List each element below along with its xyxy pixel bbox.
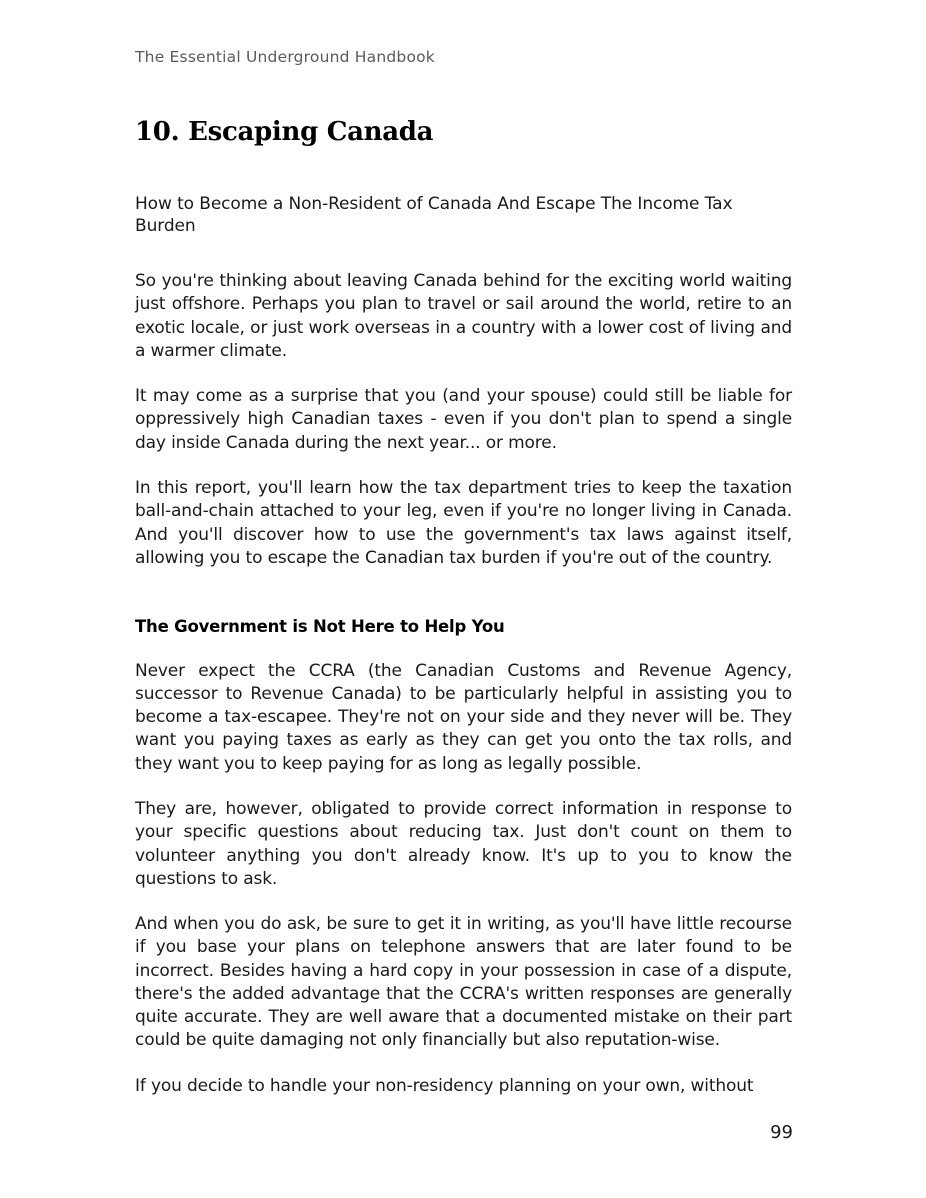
chapter-subtitle: How to Become a Non-Resident of Canada And Escape The Income Tax Burden	[135, 193, 733, 237]
section-heading: The Government is Not Here to Help You	[135, 617, 505, 637]
page-content	[135, 48, 792, 1098]
paragraph: So you're thinking about leaving Canada behind for the exciting world waiting just offshore. Perhaps you plan to travel or sail around the world, retire to an exotic locale, or just work overseas in a country with a lower cost of living and a warmer climate.	[135, 271, 792, 361]
paragraph: If you decide to handle your non-residency planning on your own, without	[135, 1075, 754, 1096]
chapter-title: 10. Escaping Canada	[135, 116, 434, 147]
paragraph: And when you do ask, be sure to get it in writing, as you'll have little recourse if you base your plans on telephone answers that are later found to be incorrect. Besides having a hard copy in your possession in case of a dispute, there's the added advantage that the CCRA's written responses are generally quite accurate. They are well aware that a documented mistake on their part could be quite damaging not only financially but also reputation-wise.	[135, 914, 792, 1051]
paragraph: It may come as a surprise that you (and your spouse) could still be liable for oppressively high Canadian taxes - even if you don't plan to spend a single day inside Canada during the next year... or more.	[135, 386, 792, 453]
page-number: 99	[770, 1122, 793, 1143]
paragraph: Never expect the CCRA (the Canadian Customs and Revenue Agency, successor to Revenue Canada) to be particularly helpful in assisting you to become a tax-escapee. They're not on your side and they never will be. They want you paying taxes as early as they can get you onto the tax rolls, and they want you to keep paying for as long as legally possible.	[135, 660, 792, 774]
paragraph: They are, however, obligated to provide correct information in response to your specific questions about reducing tax. Just don't count on them to volunteer anything you don't already know. It's up to you to know the questions to ask.	[135, 798, 792, 889]
paragraph: In this report, you'll learn how the tax department tries to keep the taxation ball-and-chain attached to your leg, even if you're no longer living in Canada. And you'll discover how to use the government's tax laws against itself, allowing you to escape the Canadian tax burden if you're out of the country.	[135, 477, 792, 568]
running-head: The Essential Underground Handbook	[135, 48, 435, 66]
